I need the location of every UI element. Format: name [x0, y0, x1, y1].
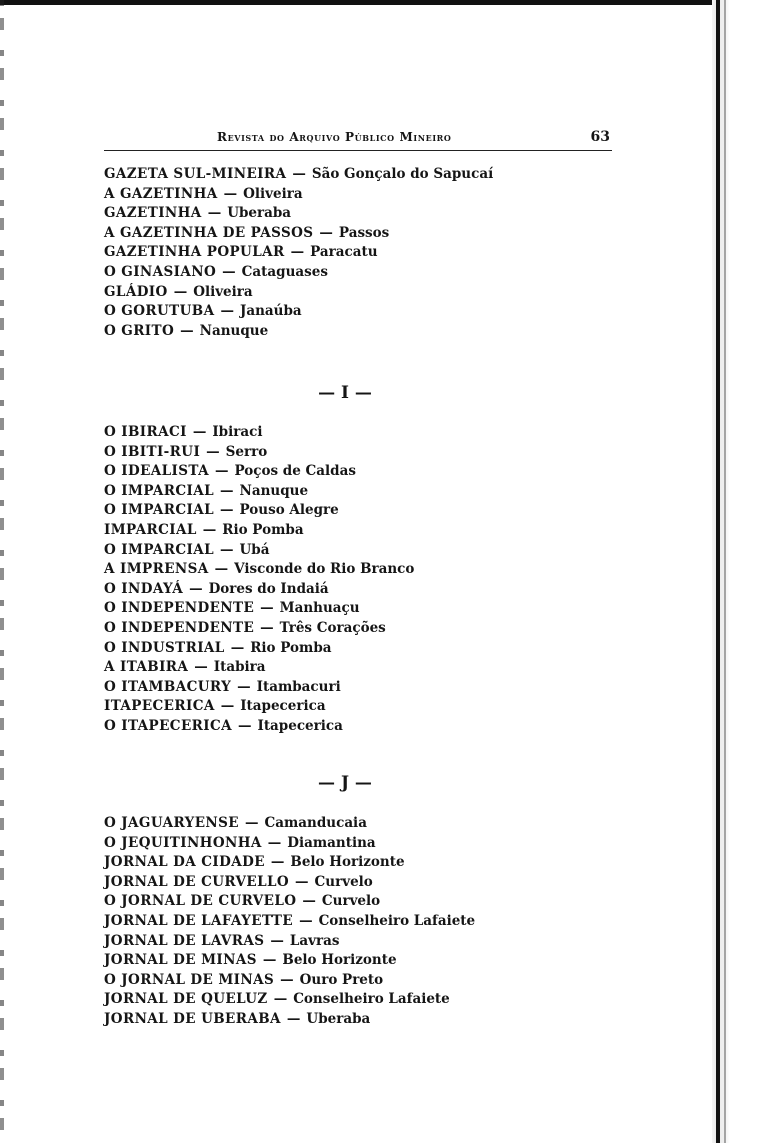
city-name: Ubá — [239, 541, 270, 558]
separator-dash: — — [230, 639, 245, 656]
newspaper-title: O INDAYÁ — [104, 580, 184, 597]
newspaper-title: GAZETA SUL-MINEIRA — [104, 166, 287, 182]
list-item — [104, 1010, 475, 1030]
city-name: Curvelo — [321, 893, 381, 910]
separator-dash: — — [214, 561, 229, 578]
section-g-list — [104, 165, 493, 341]
separator-dash: — — [299, 912, 313, 929]
list-item — [104, 599, 414, 619]
separator-dash: — — [260, 600, 274, 617]
newspaper-title: O INDUSTRIAL — [104, 639, 225, 656]
section-i-list — [104, 423, 414, 737]
separator-dash: — — [237, 678, 251, 695]
list-item — [104, 302, 493, 322]
newspaper-title: GLÁDIO — [104, 283, 168, 300]
city-name: Uberaba — [306, 1010, 371, 1027]
list-item — [104, 892, 475, 912]
newspaper-title: JORNAL DE UBERABA — [104, 1010, 281, 1027]
list-item — [104, 541, 414, 561]
city-name: Manhuaçu — [279, 600, 360, 617]
list-item — [104, 263, 493, 283]
newspaper-title: GAZETINHA POPULAR — [104, 244, 285, 261]
separator-dash: — — [194, 659, 208, 676]
separator-dash: — — [245, 815, 259, 831]
city-name: Uberaba — [227, 205, 292, 222]
city-name: Passos — [338, 224, 390, 241]
separator-dash: — — [295, 873, 309, 890]
newspaper-title: O GORUTUBA — [104, 303, 215, 320]
newspaper-title: O JAGUARYENSE — [104, 815, 239, 831]
newspaper-title: O IMPARCIAL — [104, 502, 215, 519]
newspaper-title: JORNAL DE QUELUZ — [104, 991, 268, 1008]
city-name: Oliveira — [193, 283, 253, 300]
separator-dash: — — [206, 443, 220, 460]
page-number: 63 — [590, 129, 610, 145]
city-name: Itapecerica — [257, 717, 343, 734]
city-name: Rio Pomba — [250, 639, 332, 656]
city-name: Conselheiro Lafaiete — [318, 912, 476, 929]
city-name: Cataguases — [241, 263, 328, 280]
separator-dash: — — [302, 893, 316, 910]
separator-dash: — — [220, 698, 235, 715]
separator-dash: — — [290, 244, 305, 261]
newspaper-title: A GAZETINHA DE PASSOS — [104, 224, 314, 241]
scan-top-edge — [0, 0, 778, 5]
separator-dash: — — [223, 185, 238, 202]
list-item — [104, 560, 414, 580]
separator-dash: — — [270, 932, 284, 949]
newspaper-title: JORNAL DA CIDADE — [104, 854, 265, 871]
newspaper-title: JORNAL DE LAFAYETTE — [104, 912, 294, 929]
city-name: Belo Horizonte — [282, 952, 397, 969]
scan-left-edge — [0, 0, 4, 1143]
newspaper-title: O GINASIANO — [104, 263, 217, 280]
city-name: Paracatu — [310, 244, 378, 261]
list-item — [104, 580, 414, 600]
list-item — [104, 185, 493, 205]
newspaper-title: JORNAL DE LAVRAS — [104, 932, 265, 949]
separator-dash: — — [267, 834, 282, 851]
running-title: Revista do Arquivo Público Mineiro — [217, 130, 452, 144]
newspaper-title: O IMPARCIAL — [104, 482, 215, 499]
separator-dash: — — [238, 717, 252, 734]
newspaper-title: O JORNAL DE MINAS — [104, 971, 275, 988]
separator-dash: — — [262, 952, 277, 969]
city-name: Nanuque — [239, 482, 309, 499]
separator-dash: — — [220, 303, 234, 320]
city-name: Diamantina — [287, 834, 376, 851]
city-name: Conselheiro Lafaiete — [293, 991, 450, 1008]
newspaper-title: O IMPARCIAL — [104, 541, 215, 558]
running-header — [104, 128, 612, 151]
list-item — [104, 462, 414, 482]
newspaper-title: O JORNAL DE CURVELO — [104, 893, 297, 910]
separator-dash: — — [207, 205, 222, 222]
list-item — [104, 814, 475, 834]
list-item — [104, 971, 475, 991]
separator-dash: — — [260, 619, 274, 636]
separator-dash: — — [189, 580, 203, 597]
city-name: Ouro Preto — [299, 971, 384, 988]
list-item — [104, 639, 414, 659]
city-name: Três Corações — [279, 619, 386, 636]
city-name: Ibiraci — [212, 424, 263, 440]
list-item — [104, 243, 493, 263]
section-j-list — [104, 814, 475, 1030]
list-item — [104, 717, 414, 737]
list-item — [104, 443, 414, 463]
newspaper-title: IMPARCIAL — [104, 521, 197, 538]
list-item — [104, 521, 414, 541]
newspaper-title: A ITABIRA — [104, 659, 189, 676]
list-item — [104, 678, 414, 698]
city-name: Nanuque — [199, 322, 269, 339]
newspaper-title: O GRITO — [104, 322, 175, 339]
city-name: Itapecerica — [240, 698, 326, 715]
newspaper-title: JORNAL DE CURVELLO — [104, 873, 290, 890]
list-item — [104, 423, 414, 443]
separator-dash: — — [220, 482, 234, 499]
list-item — [104, 951, 475, 971]
separator-dash: — — [192, 424, 207, 440]
newspaper-title: O IDEALISTA — [104, 463, 209, 480]
separator-dash: — — [214, 463, 229, 480]
list-item — [104, 283, 493, 303]
newspaper-title: O ITAPECERICA — [104, 717, 232, 734]
separator-dash: — — [173, 283, 188, 300]
city-name: Pouso Alegre — [239, 502, 339, 519]
list-item — [104, 322, 493, 342]
city-name: Curvelo — [314, 873, 373, 890]
newspaper-title: O JEQUITINHONHA — [104, 834, 262, 851]
city-name: Lavras — [289, 932, 340, 949]
list-item — [104, 224, 493, 244]
city-name: São Gonçalo do Sapucaí — [311, 166, 494, 182]
city-name: Visconde do Rio Branco — [234, 561, 415, 578]
newspaper-title: ITAPECERICA — [104, 698, 215, 715]
list-item — [104, 482, 414, 502]
city-name: Oliveira — [243, 185, 303, 202]
list-item — [104, 658, 414, 678]
newspaper-title: A GAZETINHA — [104, 185, 218, 202]
list-item — [104, 873, 475, 893]
city-name: Serro — [225, 443, 268, 460]
newspaper-title: O INDEPENDENTE — [104, 619, 255, 636]
binding-edge-secondary — [724, 0, 726, 1143]
separator-dash: — — [180, 322, 194, 339]
separator-dash: — — [280, 971, 294, 988]
list-item — [104, 834, 475, 854]
list-item — [104, 165, 493, 185]
city-name: Janaúba — [239, 303, 302, 320]
list-item — [104, 853, 475, 873]
separator-dash: — — [220, 502, 234, 519]
newspaper-title: O ITAMBACURY — [104, 678, 232, 695]
city-name: Belo Horizonte — [290, 854, 405, 871]
section-heading-i: — I — — [318, 383, 372, 403]
newspaper-title: O IBITI-RUI — [104, 443, 201, 460]
city-name: Itambacuri — [256, 678, 341, 695]
list-item — [104, 501, 414, 521]
newspaper-title: A IMPRENSA — [104, 561, 209, 578]
city-name: Dores do Indaiá — [208, 580, 329, 597]
city-name: Camanducaia — [264, 815, 367, 831]
page-gutter-shadow — [712, 0, 778, 1143]
separator-dash: — — [202, 521, 217, 538]
separator-dash: — — [273, 991, 288, 1008]
list-item — [104, 990, 475, 1010]
list-item — [104, 932, 475, 952]
city-name: Poços de Caldas — [234, 463, 356, 480]
separator-dash: — — [286, 1010, 301, 1027]
list-item — [104, 619, 414, 639]
separator-dash: — — [270, 854, 285, 871]
newspaper-title: O INDEPENDENTE — [104, 600, 255, 617]
separator-dash: — — [292, 166, 306, 182]
city-name: Itabira — [213, 659, 266, 676]
newspaper-title: GAZETINHA — [104, 205, 202, 222]
city-name: Rio Pomba — [222, 521, 304, 538]
separator-dash: — — [222, 263, 236, 280]
list-item — [104, 697, 414, 717]
list-item — [104, 204, 493, 224]
binding-edge — [716, 0, 720, 1143]
newspaper-title: JORNAL DE MINAS — [104, 952, 257, 969]
newspaper-title: O IBIRACI — [104, 424, 187, 440]
separator-dash: — — [319, 224, 333, 241]
list-item — [104, 912, 475, 932]
section-heading-j: — J — — [318, 773, 372, 793]
separator-dash: — — [220, 541, 234, 558]
